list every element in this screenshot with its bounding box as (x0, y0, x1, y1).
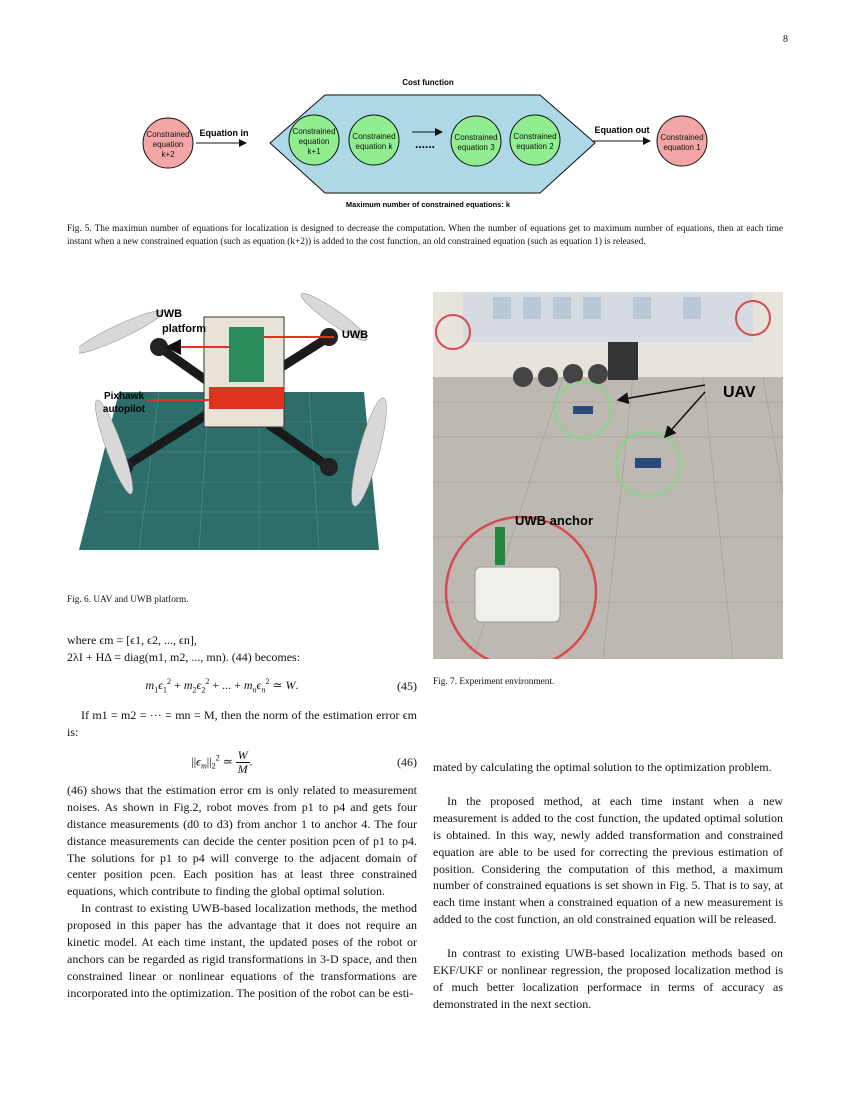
figure-6-caption: Fig. 6. UAV and UWB platform. (67, 595, 189, 605)
svg-text:equation k: equation k (355, 142, 393, 151)
pixhawk-label-2: autopilot (102, 404, 146, 415)
paragraph-if: If m1 = m2 = ··· = mn = M, then the norm of the estimation error ϵm is: (67, 708, 417, 740)
cost-function-diagram (120, 70, 730, 215)
right-column (433, 759, 783, 1013)
uwb-label: UWB (341, 329, 369, 341)
pixhawk-label: Pixhawk (103, 391, 145, 402)
svg-text:Constrained: Constrained (352, 132, 396, 141)
figure-5-caption: Fig. 5. The maximun number of equations for localization is designed to decrease the computation. When the number of equations get to maximum number of equations, then at each time instant when a new constrained equation (such as equation (k+2)) is added to the cost function, an old constrained equation (such as equation 1) is released. (67, 224, 783, 247)
svg-text:equation 1: equation 1 (663, 143, 701, 152)
equation-46: $||\epsilon_m||_2^2$ ≃ $\frac{W}{M}$ . (46) (191, 747, 417, 776)
svg-text:Constrained: Constrained (292, 127, 336, 136)
figure-7-caption: Fig. 7. Experiment environment. (433, 677, 555, 687)
svg-text:k+2: k+2 (161, 150, 175, 159)
left-column (67, 632, 417, 1002)
svg-text:Constrained: Constrained (660, 133, 704, 142)
paragraph-continued: mated by calculating the optimal solution to the optimization problem. (433, 760, 772, 774)
equation-out-label: Equation out (594, 125, 650, 135)
paragraph-46: (46) shows that the estimation error ϵm is only related to measurement noises. As shown in Fig.2, robot moves from p1 to p4 and gets four distance measurements (d0 to d3) from anchor 1 to anchor 4. The four distance measurements can decide the center position pcen of p1 to p4. The solutions for p1 to p4 will converge to the adjacent domain of center position pcen. Each position has at least three constrained equations, which contribute to finding the global optimal solution. (67, 782, 417, 899)
equation-in-label: Equation in (199, 128, 249, 138)
figure-6-photo (79, 292, 399, 550)
svg-text:Constrained: Constrained (513, 132, 557, 141)
svg-text:k+1: k+1 (307, 147, 321, 156)
figure-7-photo (433, 292, 783, 659)
cost-function-title: Cost function (402, 78, 454, 87)
page-number: 8 (783, 34, 788, 45)
svg-text:equation: equation (298, 137, 330, 146)
equation-45: $m_1\epsilon_1^2 + m_2\epsilon_2^2$ + ... + $m_n\epsilon_n^2$ ≃ W. (45) (145, 676, 417, 695)
uwb-platform-label: UWB (155, 308, 183, 320)
uav-label: UAV (723, 384, 756, 401)
svg-text:equation 3: equation 3 (457, 143, 495, 152)
svg-text:Constrained: Constrained (454, 133, 498, 142)
max-equations-label: Maximum number of constrained equations: k (345, 200, 511, 209)
paragraph-contrast: In contrast to existing UWB-based localization methods, the method proposed in this paper has the advantage that it does not require an kinetic model. At each time instant, the updated poses of the robot or anchors can be regarded as rigid transformations in 3-D space, and then constrained linear or nonlinear equations of the transformations are incorporated into the optimization. The position of the robot can be esti- (67, 901, 417, 1000)
svg-text:equation: equation (152, 140, 184, 149)
svg-text:equation 2: equation 2 (516, 142, 554, 151)
equation-44-intro: 2λI + HΔ = diag(m1, m2, ..., mn). (44) becomes: (67, 649, 301, 664)
paragraph-proposed: In the proposed method, at each time instant when a new measurement is added to the cost function, the updated optimal solution is obtained. In this way, newly added transformation and constrained equation are able to be used for correcting the previous estimation of position. Considering the computation of this method, a maximum number of constrained equations is set shown in Fig. 5. That is to say, at each time instant when a constrained equation of a new measurement is added to the cost function, an old constrained equation will be released. (433, 793, 783, 927)
ellipsis-dots: ...... (414, 137, 436, 151)
where-line: where ϵm = [ϵ1, ϵ2, ..., ϵn], (67, 633, 197, 647)
svg-text:Constrained: Constrained (146, 130, 190, 139)
uwb-anchor-label: UWB anchor (515, 513, 593, 528)
uwb-platform-label-2: platform (162, 323, 206, 335)
paragraph-final: In contrast to existing UWB-based localization methods based on EKF/UKF or nonlinear regression, the proposed localization method is of much better localization performace in terms of accuracy as demonstrated in the next section. (433, 946, 783, 1011)
